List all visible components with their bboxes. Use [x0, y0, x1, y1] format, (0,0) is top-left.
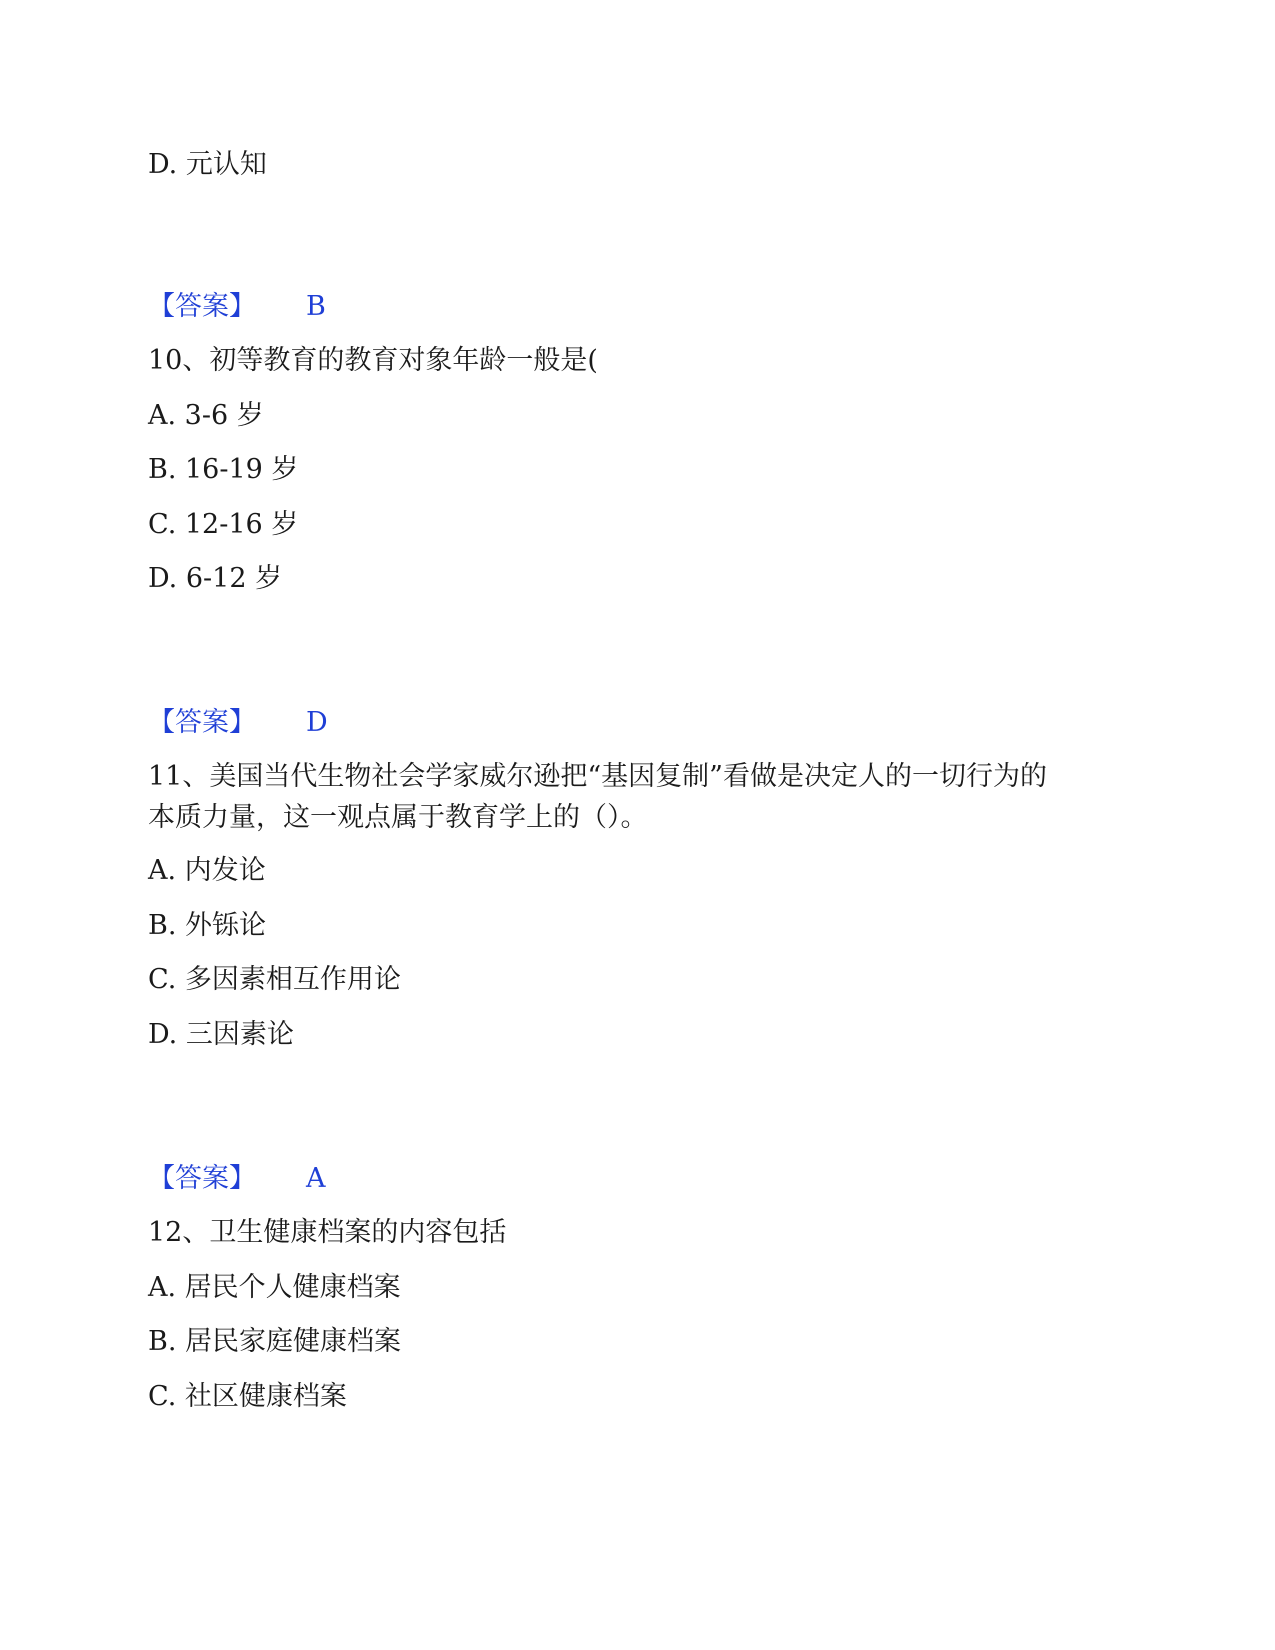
- question-10-option-d: D. 6-12 岁: [148, 563, 283, 594]
- question-12-option-a: A. 居民个人健康档案: [148, 1272, 401, 1303]
- question-12-option-b: B. 居民家庭健康档案: [148, 1326, 402, 1357]
- answer-label: 【答案】: [148, 707, 256, 738]
- answer-value: A: [306, 1163, 326, 1194]
- answer-label: 【答案】: [148, 291, 256, 322]
- answer-10: [148, 706, 328, 740]
- question-11-option-a: A. 内发论: [148, 855, 266, 886]
- answer-label: 【答案】: [148, 1163, 256, 1194]
- question-10-option-a: A. 3-6 岁: [148, 400, 264, 431]
- question-10-option-c: C. 12-16 岁: [148, 509, 299, 540]
- question-10-option-b: B. 16-19 岁: [148, 454, 299, 485]
- question-11-stem-line-1: 11、美国当代生物社会学家威尔逊把“基因复制”看做是决定人的一切行为的: [148, 761, 1047, 792]
- question-9-option-d: D. 元认知: [148, 149, 267, 180]
- question-11-option-c: C. 多因素相互作用论: [148, 964, 401, 995]
- answer-value: D: [306, 707, 328, 738]
- question-11-option-d: D. 三因素论: [148, 1019, 294, 1050]
- question-12-stem: 12、卫生健康档案的内容包括: [148, 1217, 507, 1248]
- answer-value: B: [306, 291, 326, 322]
- answer-11: [148, 1162, 326, 1196]
- question-12-option-c: C. 社区健康档案: [148, 1381, 347, 1412]
- question-11-option-b: B. 外铄论: [148, 910, 267, 941]
- question-11-stem-line-2: 本质力量，这一观点属于教育学上的（）。: [148, 802, 648, 833]
- question-10-stem: 10、初等教育的教育对象年龄一般是(: [148, 345, 598, 376]
- answer-9: [148, 290, 326, 324]
